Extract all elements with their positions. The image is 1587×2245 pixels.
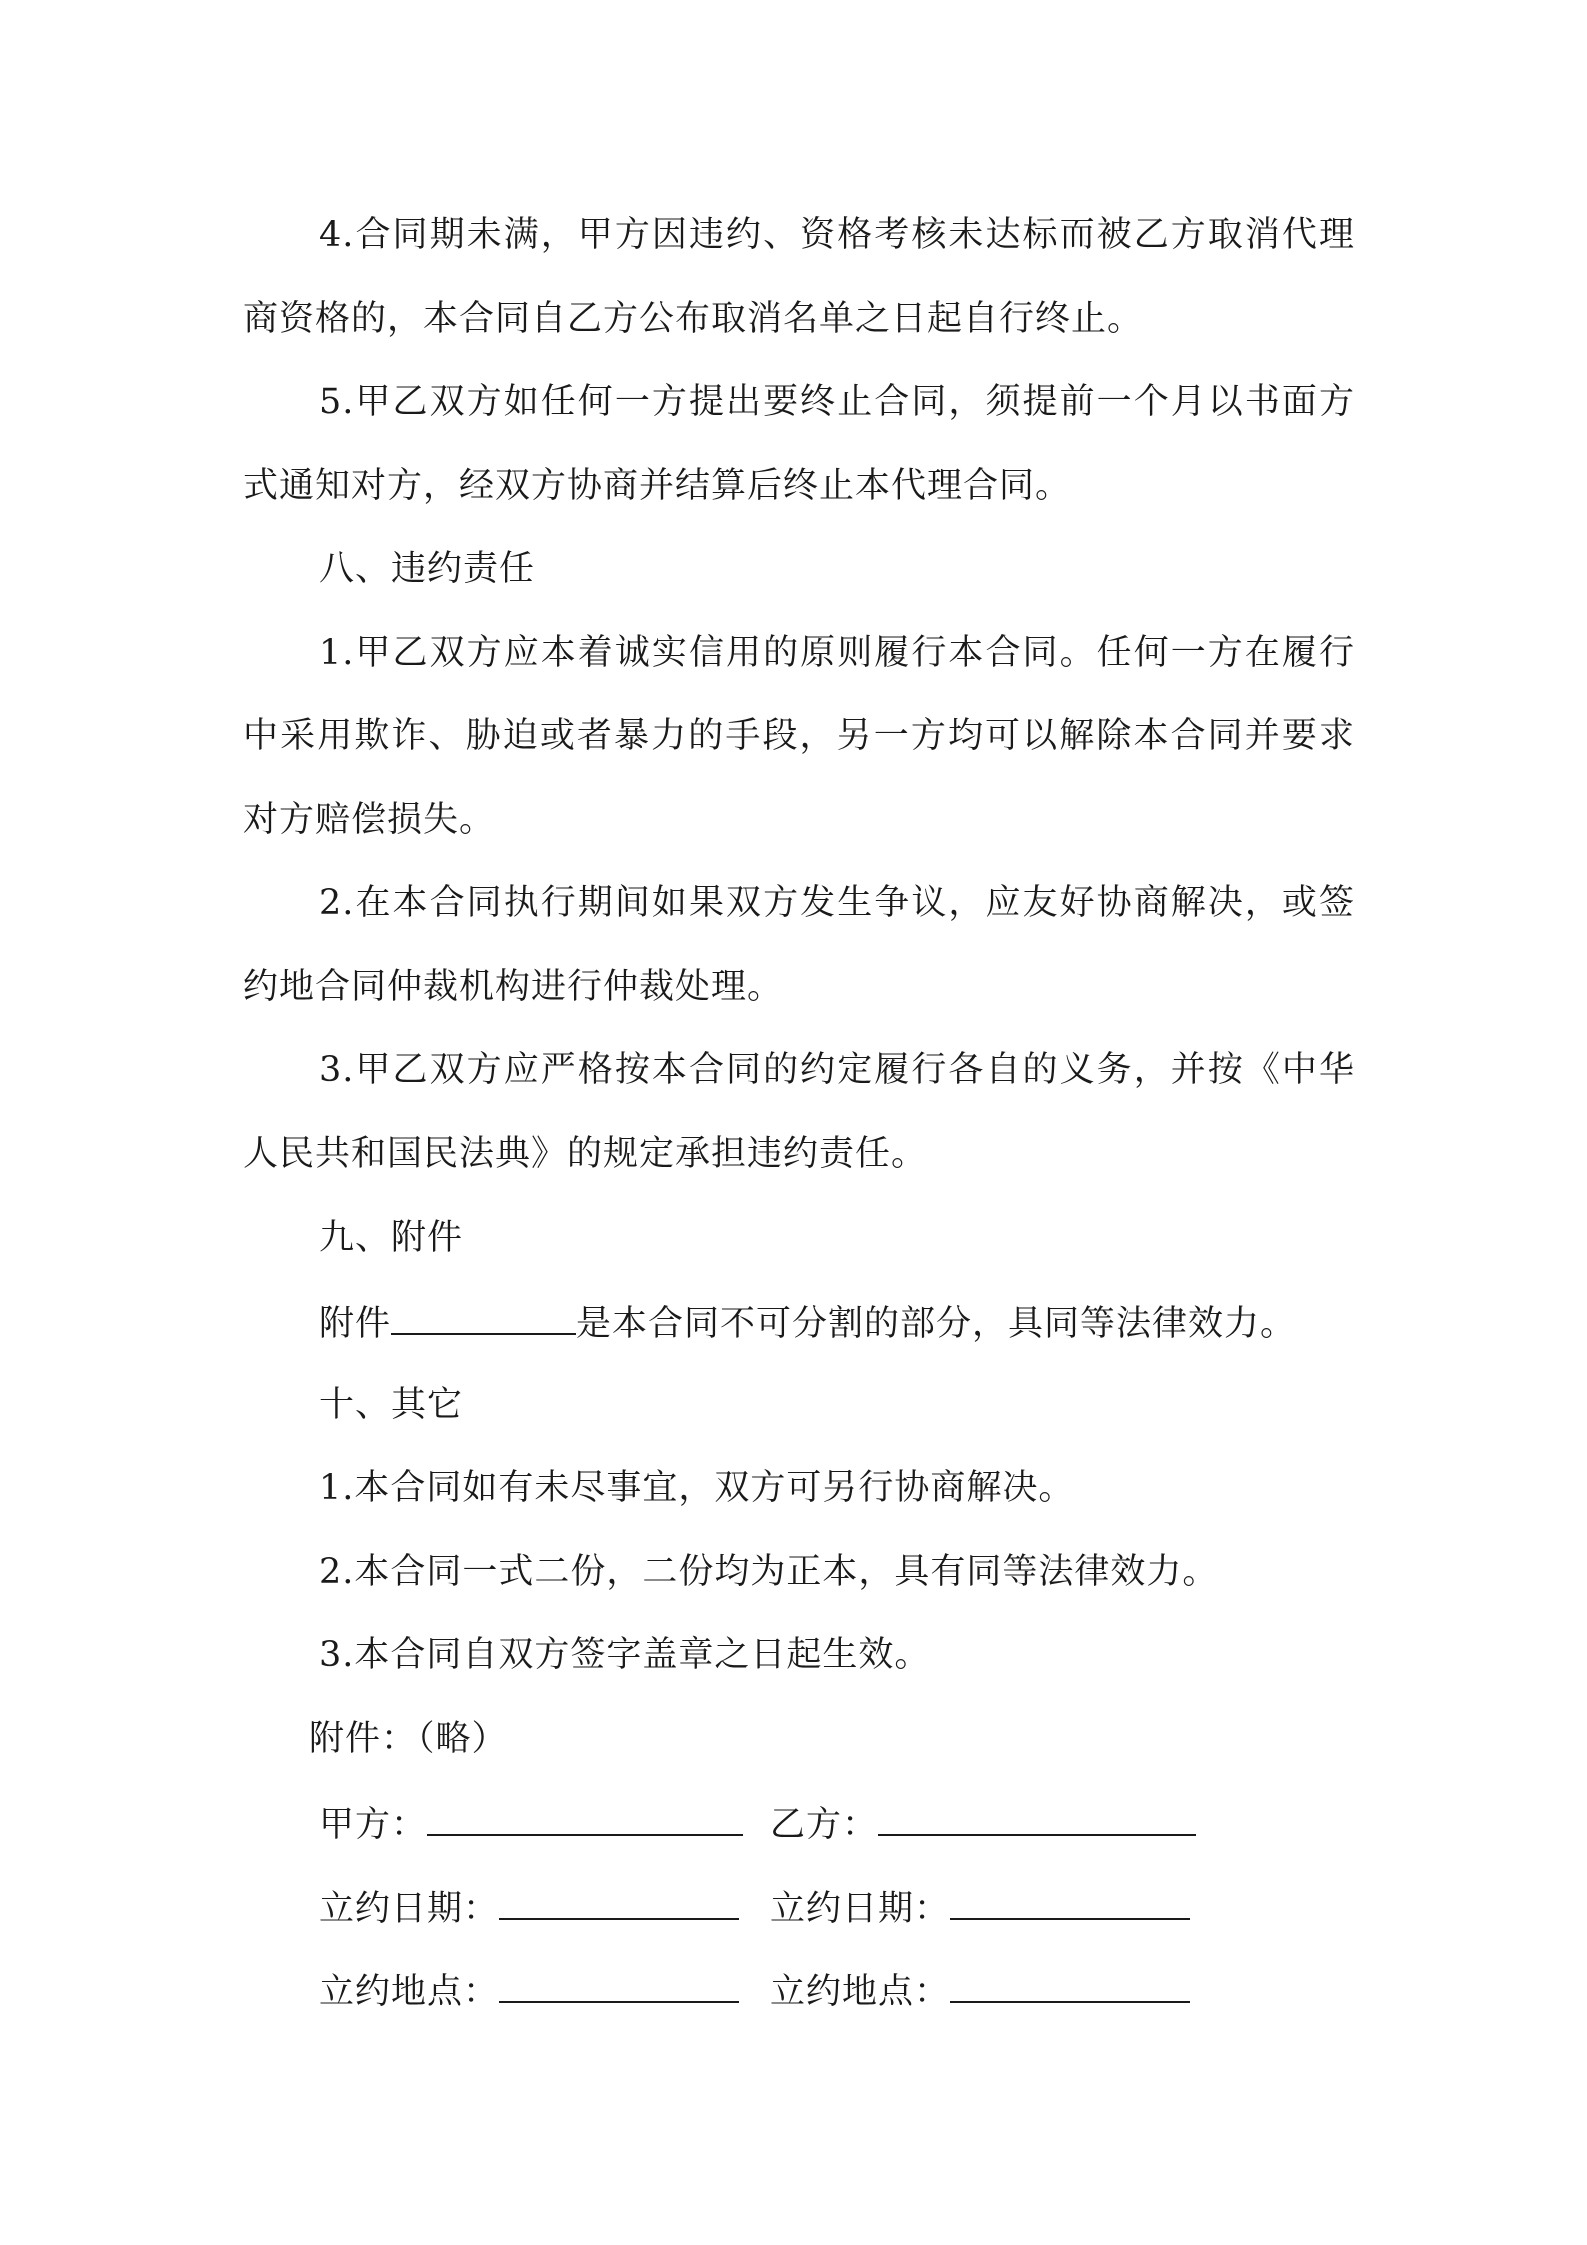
section-8-p1-line-3: 对方赔偿损失。 — [243, 800, 496, 840]
attachment-blank — [391, 1299, 576, 1335]
signature-party-b — [770, 1800, 1196, 1847]
signature-date-b — [770, 1884, 1190, 1931]
attachment-suffix: 是本合同不可分割的部分，具同等法律效力。 — [576, 1304, 1297, 1344]
section-10-item-3: 3.本合同自双方签字盖章之日起生效。 — [319, 1635, 931, 1675]
party-a-blank — [427, 1800, 743, 1836]
section-10-item-1: 1.本合同如有未尽事宜，双方可另行协商解决。 — [319, 1468, 1075, 1508]
attachment-note: 附件：（略） — [309, 1719, 508, 1759]
place-b-blank — [950, 1967, 1190, 2003]
place-a-label: 立约地点： — [319, 1972, 500, 2012]
section-8-p2-line-1: 2.在本合同执行期间如果双方发生争议，应友好协商解决，或签 — [319, 883, 1355, 923]
place-b-label: 立约地点： — [770, 1972, 951, 2012]
section-8-p3-line-2: 人民共和国民法典》的规定承担违约责任。 — [243, 1134, 928, 1174]
date-b-label: 立约日期： — [770, 1889, 951, 1929]
section-10-heading: 十、其它 — [319, 1385, 464, 1425]
signature-place-b — [770, 1967, 1190, 2014]
section-9-attachment-line — [319, 1299, 1296, 1346]
attachment-prefix: 附件 — [319, 1304, 392, 1344]
signature-date-a — [319, 1884, 739, 1931]
clause-5-line-2: 式通知对方，经双方协商并结算后终止本代理合同。 — [243, 466, 1072, 506]
signature-place-a — [319, 1967, 739, 2014]
date-b-blank — [950, 1884, 1190, 1920]
party-b-label: 乙方： — [770, 1805, 879, 1845]
section-9-heading: 九、附件 — [319, 1218, 464, 1258]
clause-4-line-2: 商资格的，本合同自乙方公布取消名单之日起自行终止。 — [243, 299, 1144, 339]
section-8-p2-line-2: 约地合同仲裁机构进行仲裁处理。 — [243, 967, 784, 1007]
section-8-p1-line-1: 1.甲乙双方应本着诚实信用的原则履行本合同。任何一方在履行 — [319, 633, 1355, 673]
clause-4-line-1: 4.合同期未满，甲方因违约、资格考核未达标而被乙方取消代理 — [319, 215, 1355, 255]
section-8-heading: 八、违约责任 — [319, 549, 536, 589]
section-10-item-2: 2.本合同一式二份，二份均为正本，具有同等法律效力。 — [319, 1552, 1219, 1592]
party-a-label: 甲方： — [319, 1805, 428, 1845]
date-a-label: 立约日期： — [319, 1889, 500, 1929]
date-a-blank — [499, 1884, 739, 1920]
place-a-blank — [499, 1967, 739, 2003]
clause-5-line-1: 5.甲乙双方如任何一方提出要终止合同，须提前一个月以书面方 — [319, 382, 1355, 422]
party-b-blank — [878, 1800, 1196, 1836]
section-8-p1-line-2: 中采用欺诈、胁迫或者暴力的手段，另一方均可以解除本合同并要求 — [243, 716, 1355, 756]
section-8-p3-line-1: 3.甲乙双方应严格按本合同的约定履行各自的义务，并按《中华 — [319, 1050, 1355, 1090]
signature-party-a — [319, 1800, 743, 1847]
